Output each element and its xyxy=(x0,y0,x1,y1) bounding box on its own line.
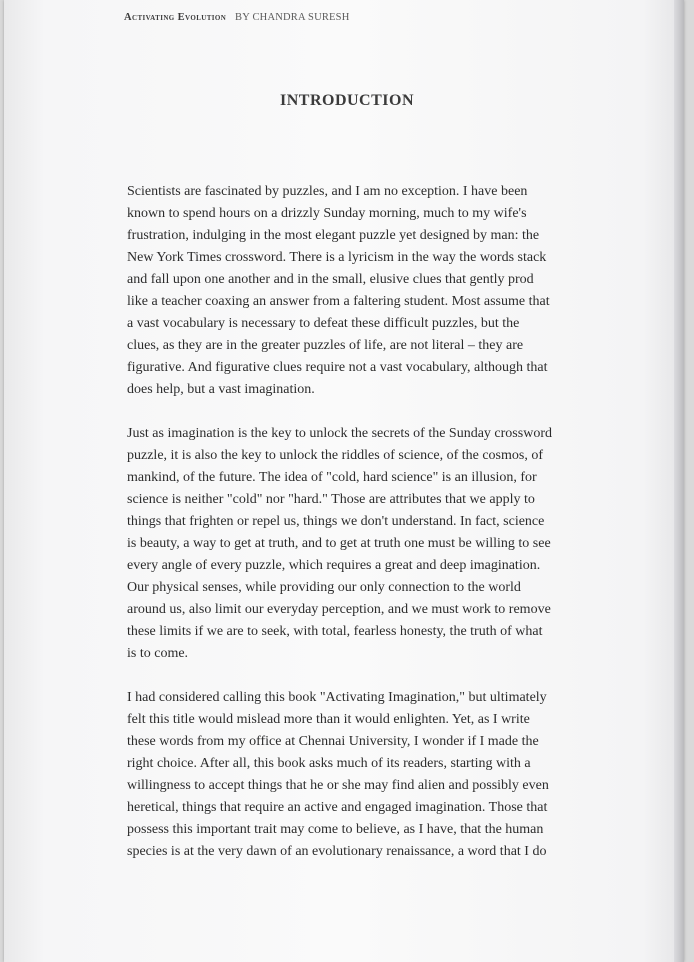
chapter-title: INTRODUCTION xyxy=(279,92,414,109)
text-line: a vast vocabulary is necessary to defeat these difficult puzzles, but the xyxy=(127,316,520,331)
text-line: every angle of every puzzle, which requires a great and deep imagination. xyxy=(127,558,541,573)
paragraph xyxy=(127,687,592,863)
text-line: Our physical senses, while providing our only connection to the world xyxy=(127,580,521,595)
body-text xyxy=(127,181,592,863)
text-line: Scientists are fascinated by puzzles, and I am no exception. I have been xyxy=(127,184,528,199)
running-head-author: BY CHANDRA SURESH xyxy=(235,12,350,23)
text-line: frustration, indulging in the most elegant puzzle yet designed by man: the xyxy=(127,228,540,243)
text-line: figurative. And figurative clues require not a vast vocabulary, although that xyxy=(127,360,548,375)
text-line: species is at the very dawn of an evolutionary renaissance, a word that I do xyxy=(127,844,547,859)
text-line: felt this title would mislead more than it would enlighten. Yet, as I write xyxy=(127,712,530,727)
book-page xyxy=(4,0,684,962)
text-line: known to spend hours on a drizzly Sunday morning, much to my wife's xyxy=(127,206,527,221)
text-line: heretical, things that require an active and engaged imagination. Those that xyxy=(127,800,548,815)
text-line: clues, as they are in the greater puzzles of life, are not literal – they are xyxy=(127,338,524,353)
text-line: science is neither "cold" nor "hard." Those are attributes that we apply to xyxy=(127,492,535,507)
text-line: is beauty, a way to get at truth, and to get at truth one must be willing to see xyxy=(127,536,551,551)
paragraph xyxy=(127,423,592,665)
text-line: like a teacher coaxing an answer from a faltering student. Most assume that xyxy=(127,294,550,309)
text-line: puzzle, it is also the key to unlock the riddles of science, of the cosmos, of xyxy=(127,448,544,463)
running-head-book-title: Activating Evolution xyxy=(124,12,227,23)
text-line: things that frighten or repel us, things we don't understand. In fact, science xyxy=(127,514,545,529)
text-line: these limits if we are to seek, with total, fearless honesty, the truth of what xyxy=(127,624,543,639)
text-line: and fall upon one another and in the small, elusive clues that gently prod xyxy=(127,272,534,287)
text-line: willingness to accept things that he or she may find alien and possibly even xyxy=(127,778,549,793)
text-line: does help, but a vast imagination. xyxy=(127,382,315,397)
page-edge xyxy=(674,0,684,962)
text-line: right choice. After all, this book asks much of its readers, starting with a xyxy=(127,756,531,771)
text-line: around us, also limit our everyday perception, and we must work to remove xyxy=(127,602,551,617)
text-line: I had considered calling this book "Activating Imagination," but ultimately xyxy=(127,690,547,705)
text-line: possess this important trait may come to believe, as I have, that the human xyxy=(127,822,544,837)
text-line: Just as imagination is the key to unlock the secrets of the Sunday crossword xyxy=(127,426,552,441)
paragraph xyxy=(127,181,592,401)
text-line: is to come. xyxy=(127,646,189,661)
text-line: New York Times crossword. There is a lyricism in the way the words stack xyxy=(127,250,547,265)
text-line: mankind, of the future. The idea of "cold, hard science" is an illusion, for xyxy=(127,470,537,485)
text-line: these words from my office at Chennai University, I wonder if I made the xyxy=(127,734,539,749)
running-head xyxy=(124,12,350,23)
